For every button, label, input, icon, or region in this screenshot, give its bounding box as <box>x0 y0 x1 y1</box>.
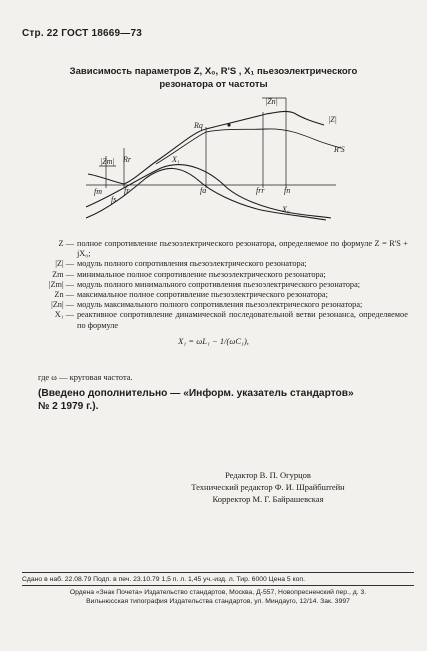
label-z: |Z| <box>328 115 337 124</box>
footer-rule <box>22 585 414 586</box>
footer-rule <box>22 572 414 573</box>
where-line: где ω — круговая частота. <box>38 372 133 382</box>
editor-line: Редактор В. П. Огурцов <box>225 470 311 480</box>
definition-row: X₁ — реактивное сопротивление динамической последовательной ветви резонанса, определяемое по формуле <box>54 310 408 330</box>
figure-title: Зависимость параметров Z, X₀, R'S , X₁ пьезоэлектрического <box>69 66 358 77</box>
editors-block <box>118 469 418 505</box>
formula-x1: X₁ = ωL₁ − 1/(ωC₁), <box>178 336 249 346</box>
figure-title-line2: резонатора от частоты <box>159 79 268 90</box>
label-zn: |Zn| <box>265 97 278 106</box>
definition-row: Z — полное сопротивление пьезоэлектрического резонатора, определяемое по формуле Z = R'S + jX₀; <box>58 239 408 259</box>
label-x1: X₁ <box>172 155 180 164</box>
definition-row: |Z| — модуль полного сопротивления пьезоэлектрического резонатора; <box>55 259 307 269</box>
label-fm: fm <box>94 187 102 196</box>
definition-row: |Zm| — модуль полного минимального сопротивления пьезоэлектрического резонатора; <box>48 279 361 289</box>
amendment-note: (Введено дополнительно — «Информ. указатель стандартов» № 2 1979 г.). <box>38 388 354 412</box>
x1-curve <box>86 165 331 218</box>
editor-line: Технический редактор Ф. И. Шрайбштейн <box>191 482 345 492</box>
frequency-diagram <box>86 92 346 232</box>
label-fa: fa <box>200 186 207 195</box>
label-frr: frr <box>256 186 265 195</box>
definition-row: |Zn| — модуль максимального полного сопротивления пьезоэлектрического резонатора; <box>51 300 363 310</box>
label-rq: Rq <box>194 121 203 130</box>
imprint-footer: Сдано в наб. 22.08.79 Подп. в печ. 23.10.79 1,5 п. л. 1,45 уч.-изд. л. Тир. 6000 Цена 5 коп. Ордена «Знак Почета» Издательство стандартов, Москва, Д-557, Новопресненский пер., д. 3. Вильнюсская типография Издательства стандартов, ул. Миндауго, 12/14. Зак. 3997 <box>22 572 414 607</box>
page-header: Стр. 22 ГОСТ 18669—73 <box>22 28 142 39</box>
label-fs: fs <box>111 195 117 204</box>
label-rs: R'S <box>334 145 345 154</box>
rs-curve <box>156 129 341 164</box>
label-fr: fr <box>124 186 130 195</box>
definition-row: Zm — минимальное полное сопротивление пьезоэлектрического резонатора; <box>52 269 326 279</box>
definitions-list <box>36 239 408 331</box>
label-zm: |Zm| <box>100 157 115 166</box>
label-fn: fn <box>284 186 291 195</box>
editor-line: Корректор М. Г. Байрашевская <box>212 494 324 504</box>
label-xs: X₀ <box>282 205 290 214</box>
definition-row: Zn — максимальное полное сопротивление пьезоэлектрического резонатора; <box>54 290 328 300</box>
label-rr: Rr <box>123 155 131 164</box>
